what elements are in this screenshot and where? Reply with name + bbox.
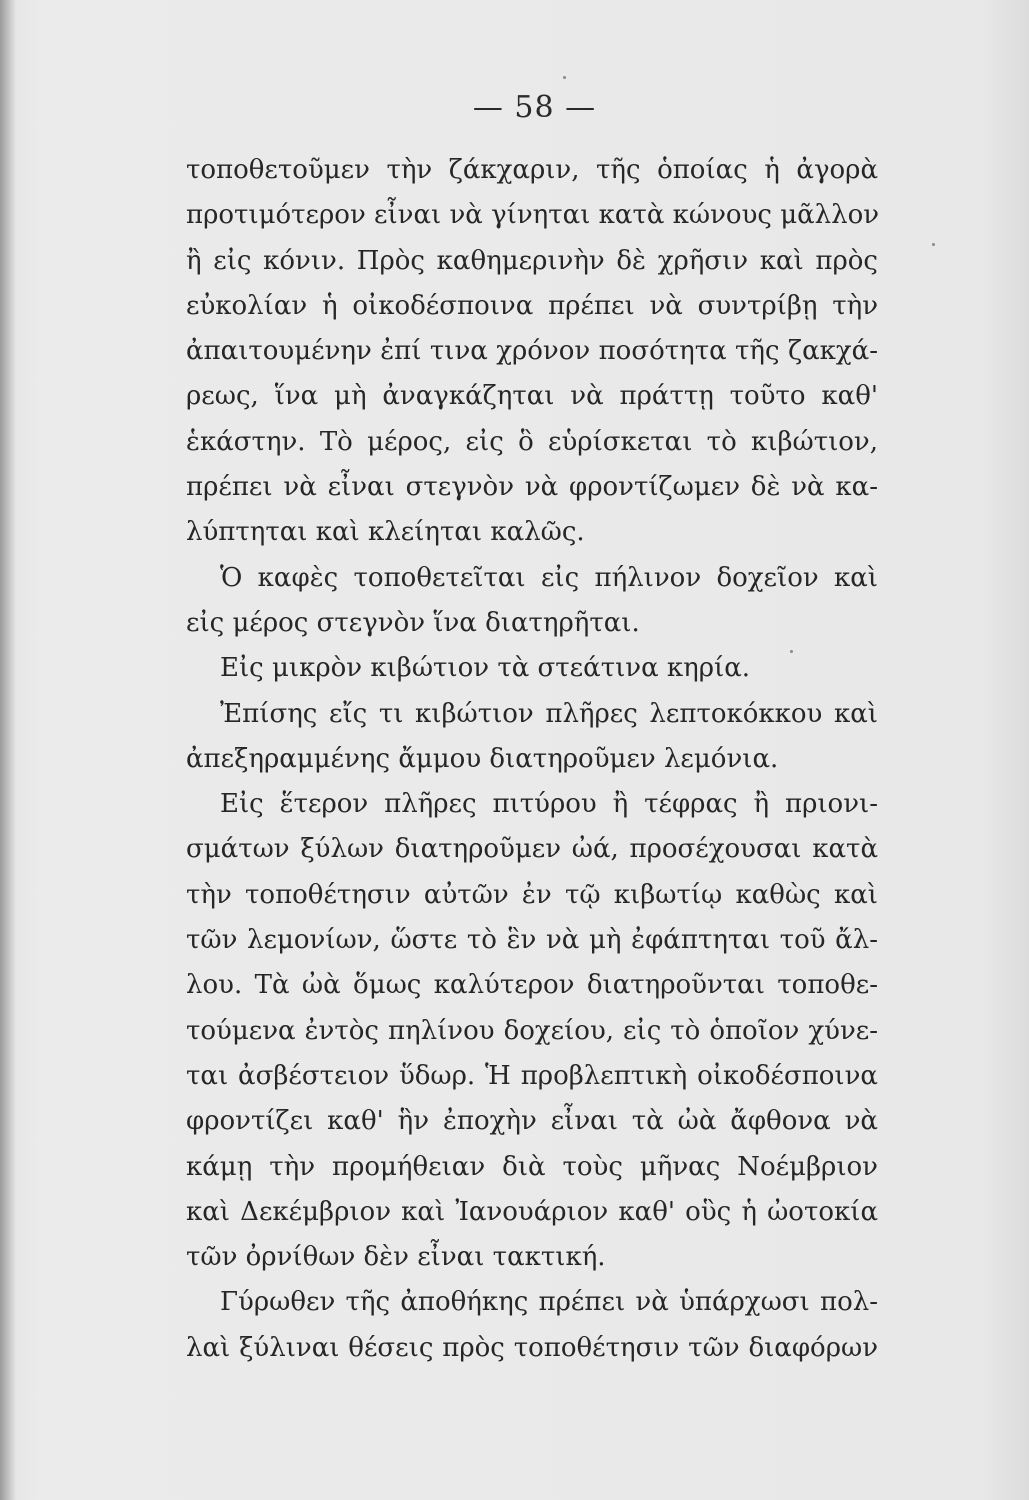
text-line: λύπτηται καὶ κλείηται καλῶς.	[186, 517, 585, 548]
text-line: τούμενα ἐντὸς πηλίνου δοχείου, εἰς τὸ ὁποῖον χύνε-	[186, 1015, 878, 1046]
text-line: ἀπεξηραμμένης ἄμμου διατηροῦμεν λεμόνια.	[186, 743, 779, 774]
text-line: τοποθετοῦμεν τὴν ζάκχαριν, τῆς ὁποίας ἡ ἀγορὰ	[186, 155, 878, 185]
text-line: ἀπαιτουμένην ἐπί τινα χρόνον ποσότητα τῆς ζακχά-	[186, 336, 878, 367]
scan-speck	[932, 243, 935, 246]
text-line: καὶ Δεκέμβριον καὶ Ἰανουάριον καθ' οὓς ἡ ὠοτοκία	[186, 1196, 878, 1227]
text-line: λαὶ ξύλιναι θέσεις πρὸς τοποθέτησιν τῶν διαφόρων	[186, 1332, 878, 1363]
text-line: Γύρωθεν τῆς ἀποθήκης πρέπει νὰ ὑπάρχωσι πολ-	[220, 1287, 878, 1318]
text-line: Ὁ καφὲς τοποθετεῖται εἰς πήλινον δοχεῖον καὶ	[220, 562, 878, 593]
text-line: εὐκολίαν ἡ οἰκοδέσποινα πρέπει νὰ συντρίβῃ τὴν	[186, 290, 878, 321]
text-line: σμάτων ξύλων διατηροῦμεν ὠά, προσέχουσαι κατὰ	[186, 834, 878, 865]
text-line: λου. Τὰ ὠὰ ὅμως καλύτερον διατηροῦνται τοποθε-	[186, 970, 878, 1001]
text-line: κάμῃ τὴν προμήθειαν διὰ τοὺς μῆνας Νοέμβριον	[186, 1151, 878, 1182]
page-number: — 58 —	[472, 90, 597, 125]
text-line: ται ἀσβέστειον ὕδωρ. Ἡ προβλεπτικὴ οἰκοδέσποινα	[186, 1060, 878, 1091]
text-line: φροντίζει καθ' ἣν ἐποχὴν εἶναι τὰ ὠὰ ἄφθονα νὰ	[186, 1106, 878, 1137]
body-text	[186, 148, 878, 1371]
text-line: προτιμότερον εἶναι νὰ γίνηται κατὰ κώνους μᾶλλον	[186, 200, 880, 231]
text-line: τῶν λεμονίων, ὥστε τὸ ἓν νὰ μὴ ἐφάπτηται τοῦ ἄλ-	[186, 925, 878, 956]
scan-speck	[790, 650, 793, 653]
text-line: ρεως, ἵνα μὴ ἀναγκάζηται νὰ πράττῃ τοῦτο καθ'	[186, 381, 878, 412]
text-line: τῶν ὀρνίθων δὲν εἶναι τακτική.	[186, 1242, 606, 1273]
text-line: πρέπει νὰ εἶναι στεγνὸν νὰ φροντίζωμεν δὲ νὰ κα-	[186, 472, 878, 503]
scan-speck	[563, 76, 566, 79]
text-line: εἰς μέρος στεγνὸν ἵνα διατηρῆται.	[186, 607, 640, 638]
text-line: τὴν τοποθέτησιν αὐτῶν ἐν τῷ κιβωτίῳ καθὼς καὶ	[186, 879, 878, 910]
text-line: Εἰς ἕτερον πλῆρες πιτύρου ἢ τέφρας ἢ πριονι-	[220, 789, 878, 820]
text-line: Ἐπίσης εἴς τι κιβώτιον πλῆρες λεπτοκόκκου καὶ	[220, 698, 878, 729]
binding-shadow	[0, 0, 16, 1500]
text-line: ἑκάστην. Τὸ μέρος, εἰς ὃ εὑρίσκεται τὸ κιβώτιον,	[186, 426, 878, 457]
text-line: ἢ εἰς κόνιν. Πρὸς καθημερινὴν δὲ χρῆσιν καὶ πρὸς	[186, 245, 878, 276]
text-line: Εἰς μικρὸν κιβώτιον τὰ στεάτινα κηρία.	[220, 653, 751, 684]
